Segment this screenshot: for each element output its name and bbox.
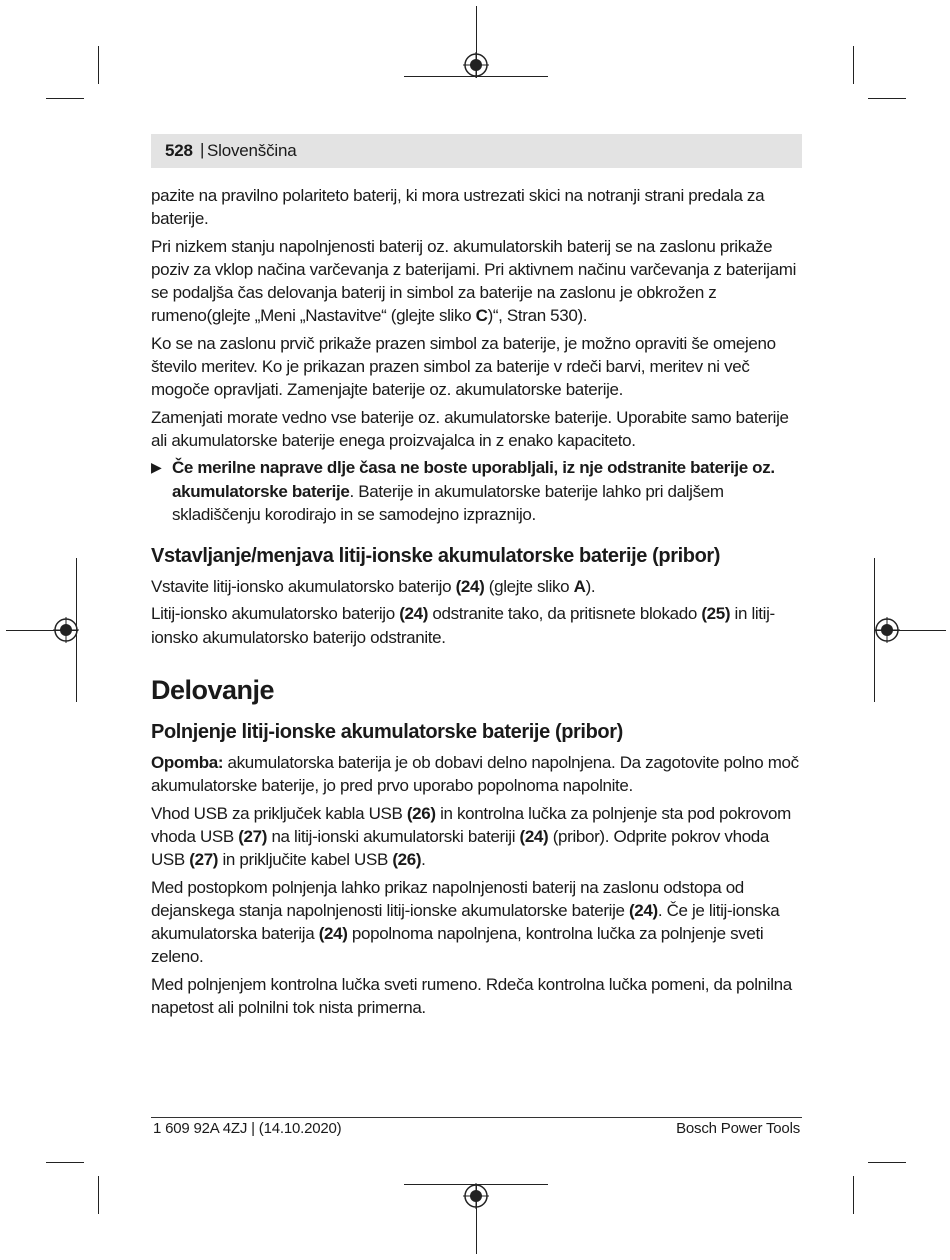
section-heading: Polnjenje litij-ionske akumulatorske baterije (pribor) xyxy=(151,721,623,744)
crop-mark xyxy=(46,1162,84,1163)
bullet-item: ▶ Če merilne naprave dlje časa ne boste uporabljali, iz nje odstranite baterije oz. akumulatorske baterije. Baterije in akumulatorske baterije lahko pri daljšem skladiščenju korodirajo in se samodejno izpraznijo. xyxy=(151,458,775,524)
registration-mark-icon xyxy=(53,617,79,643)
crop-mark xyxy=(868,1162,906,1163)
footer-brand: Bosch Power Tools xyxy=(676,1120,800,1137)
crop-mark xyxy=(46,98,84,99)
paragraph: Ko se na zaslonu prvič prikaže prazen simbol za baterije, je možno opraviti še omejeno število meritev. Ko je prikazan prazen simbol za baterije v rdeči barvi, meritev ni več mogoče opravljati. Zamenjajte baterije oz. akumulatorske baterije. xyxy=(151,333,776,400)
paragraph: Med postopkom polnjenja lahko prikaz napolnjenosti baterij na zaslonu odstopa od dejanskega stanja napolnjenosti litij-ionske akumulatorske baterije (24). Če je litij-ionska akumulatorska baterija (24) popolnoma napolnjena, kontrolna lučka za polnjenje sveti zeleno. xyxy=(151,877,780,967)
bullet-arrow-icon: ▶ xyxy=(151,459,162,476)
registration-mark-icon xyxy=(463,52,489,78)
crop-mark xyxy=(98,1176,99,1214)
registration-mark-icon xyxy=(463,1183,489,1209)
paragraph: Zamenjati morate vedno vse baterije oz. akumulatorske baterije. Uporabite samo baterije ali akumulatorske baterije enega proizvajalca in z enako kapaciteto. xyxy=(151,407,789,450)
paragraph: Med polnjenjem kontrolna lučka sveti rumeno. Rdeča kontrolna lučka pomeni, da polnilna napetost ali polnilni tok nista primerna. xyxy=(151,974,792,1018)
page-header xyxy=(151,134,802,168)
crop-mark xyxy=(853,46,854,84)
footer-document-code: 1 609 92A 4ZJ | (14.10.2020) xyxy=(153,1120,342,1137)
crop-mark xyxy=(868,98,906,99)
page-number: 528 xyxy=(165,141,193,160)
crop-mark xyxy=(98,46,99,84)
registration-mark-icon xyxy=(874,617,900,643)
header-separator: | xyxy=(200,140,205,159)
chapter-heading: Delovanje xyxy=(151,675,275,706)
crop-mark xyxy=(853,1176,854,1214)
footer-divider xyxy=(151,1117,802,1118)
paragraph: Litij-ionsko akumulatorsko baterijo (24) odstranite tako, da pritisnete blokado (25) in litij-ionsko akumulatorsko baterijo odstranite. xyxy=(151,604,775,647)
paragraph: pazite na pravilno polariteto baterij, ki mora ustrezati skici na notranji strani predala za baterije. xyxy=(151,186,765,229)
paragraph: Opomba: akumulatorska baterija je ob dobavi delno napolnjena. Da zagotovite polno moč akumulatorske baterije, jo pred prvo uporabo popolnoma napolnite. xyxy=(151,753,799,796)
paragraph: Pri nizkem stanju napolnjenosti baterij oz. akumulatorskih baterij se na zaslonu prikaže poziv za vklop načina varčevanja z baterijami. Pri aktivnem načinu varčevanja z baterijami se podaljša čas delovanja baterij in simbol za baterije na zaslonu je obkrožen z rumeno(glejte „Meni „Nastavitve“ (glejte sliko C)“, Stran 530). xyxy=(151,236,797,326)
paragraph: Vhod USB za priključek kabla USB (26) in kontrolna lučka za polnjenje sta pod pokrovom vhoda USB (27) na litij-ionski akumulatorski bateriji (24) (pribor). Odprite pokrov vhoda USB (27) in priključite kabel USB (26). xyxy=(151,803,791,870)
header-language: Slovenščina xyxy=(207,141,297,160)
paragraph: Vstavite litij-ionsko akumulatorsko baterijo (24) (glejte sliko A). xyxy=(151,577,596,597)
page-content xyxy=(151,184,806,1023)
section-heading: Vstavljanje/menjava litij-ionske akumulatorske baterije (pribor) xyxy=(151,545,721,568)
